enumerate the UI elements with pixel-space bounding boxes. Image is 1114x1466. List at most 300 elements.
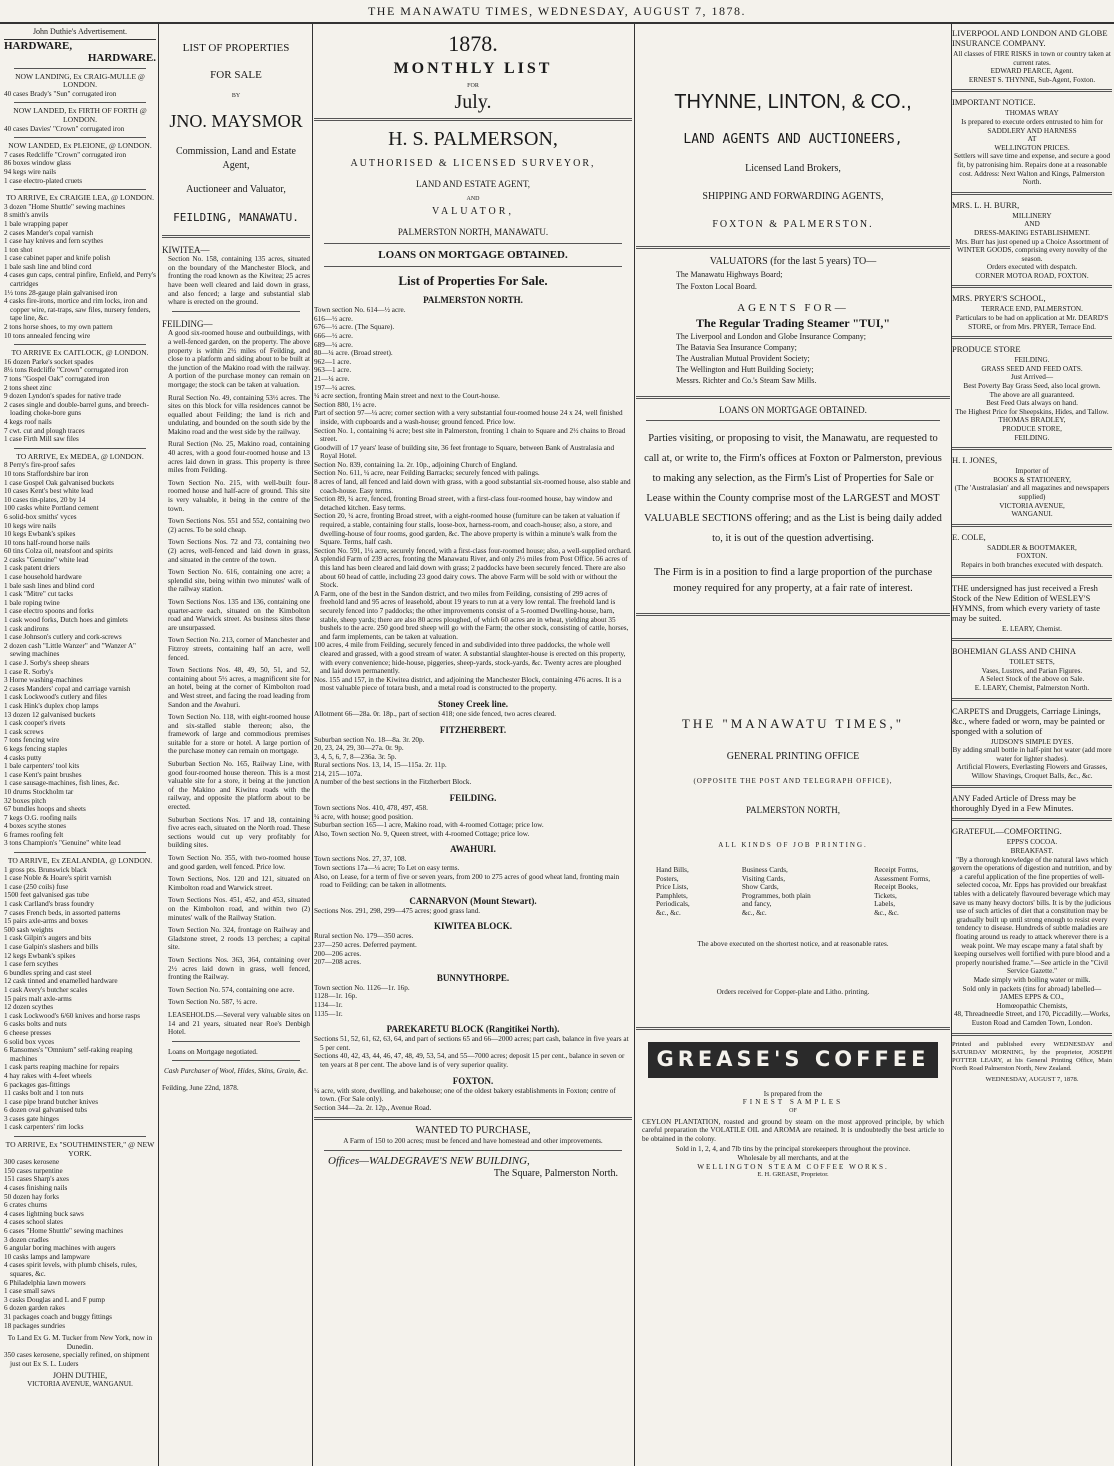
small-advert-line: FEILDING.	[1014, 356, 1050, 365]
shipment-item: 1 gross pts. Brunswick black	[4, 865, 87, 874]
shipment-item: 1 cask Gilpin's augers and bits	[4, 934, 92, 943]
shipment-item: 150 cases turpentine	[4, 1166, 63, 1175]
small-advert-line: AND	[1024, 220, 1040, 229]
divider	[952, 89, 1112, 92]
small-advert-heading: MRS. PRYER'S SCHOOL,	[952, 293, 1046, 304]
small-advert-heading: ANY Faded Article of Dress may be thoroughly Dyed in a Few Minutes.	[952, 793, 1076, 814]
shipment-item: 6 Philadelphia lawn mowers	[4, 1278, 86, 1287]
shipment-item: 1 cask Hink's duplex chop lamps	[4, 701, 99, 710]
hardware-title: HARDWARE,	[4, 39, 73, 52]
property-group-heading: PALMERSTON NORTH.	[423, 295, 523, 306]
surveyor-title: AUTHORISED & LICENSED SURVEYOR,	[350, 157, 596, 169]
job-type-item: Receipt Forms,	[874, 866, 918, 874]
small-advert-line: Sold only in packets (tins for abroad) labelled—	[962, 984, 1102, 993]
job-type-item: Tickets,	[874, 891, 897, 900]
property-group-heading: PAREKARETU BLOCK (Rangitikei North).	[386, 1024, 560, 1035]
small-advert-line: Particulars to be had on application at Mr. DEARD'S STORE, or from Mrs. PRYER, Terrace End.	[955, 314, 1109, 331]
tui-heading: The Regular Trading Steamer "TUI,"	[695, 316, 891, 330]
property-item: Town Section No. 324, frontage on Railway and Gladstone street, 2 roods 13 perches; a capital site.	[168, 926, 310, 952]
shipment-heading: TO ARRIVE Ex CAITLOCK, @ LONDON.	[11, 348, 149, 358]
small-advert-line: FEILDING.	[1014, 433, 1050, 442]
divider	[636, 613, 950, 616]
property-line: 8 acres of land, all fenced and laid down with grass, with a good substantial six-roomed house, also stable and coach-house. Easy terms.	[314, 478, 631, 495]
property-line: 3, 4, 5, 6, 7, 8—236a. 3r. 5p.	[314, 752, 397, 761]
column-small-adverts	[952, 28, 1112, 1464]
shipment-item: 300 cases kerosene	[4, 1158, 60, 1167]
shipment-item: 6 frames roofing felt	[4, 830, 64, 839]
divider	[952, 336, 1112, 339]
property-line: Town sections Nos. 27, 37, 108.	[314, 855, 407, 864]
property-item: Town Sections Nos. 551 and 552, containing two (2) acres. To be sold cheap.	[168, 517, 310, 534]
shipment-item: 1 cask Lockwood's 6/60 knives and horse rasps	[4, 1011, 141, 1020]
agent-description-2: Auctioneer and Valuator,	[186, 183, 286, 195]
loans-heading: LOANS ON MORTGAGE OBTAINED.	[719, 405, 867, 415]
property-item: Suburban Section No. 165, Railway Line, with good four-roomed house thereon. This is a most valuable site for a store, it being at the junction of the Makino and Kiwitea roads with the railway, and opposite the platform about to be erected.	[168, 760, 310, 812]
job-types-column	[656, 866, 690, 918]
small-advert-line: DRESS-MAKING ESTABLISHMENT.	[974, 228, 1090, 237]
property-line: Suburban section No. 18—8a. 3r. 20p.	[314, 735, 425, 744]
small-advert-heading: THE undersigned has just received a Fresh Stock of the New Edition of WESLEY'S HYMNS, from which every variety of taste may be suited.	[952, 582, 1101, 623]
property-item: Town Sections Nos. 72 and 73, containing two (2) acres, well-fenced and laid down in grass, and situated in the centre of the town.	[168, 538, 310, 564]
shipment-item: 1 cask Carlland's brass foundry	[4, 900, 94, 909]
shipment-item: 6 crates churns	[4, 1201, 48, 1210]
small-advert-line: BREAKFAST.	[1010, 847, 1054, 856]
property-line: 962—1 acre.	[314, 357, 352, 366]
shipment-item: 1 case Kent's paint brushes	[4, 770, 82, 779]
job-type-item: &c., &c.	[741, 908, 767, 917]
shipment-item: 10 casks lamps and lampware	[4, 1252, 90, 1261]
property-line: Also, on Lease, for a term of five or seven years, from 200 to 275 acres of good wheat land, fronting main road to Feilding; can be taken in allotments.	[314, 872, 620, 890]
property-line: 676—½ acre. (The Square).	[314, 323, 395, 332]
small-advert-line: Made simply with boiling water or milk.	[973, 975, 1091, 984]
property-line: 616—½ acre.	[314, 314, 353, 323]
small-advert-heading: H. I. JONES,	[952, 455, 998, 466]
job-type-item: Price Lists,	[656, 883, 689, 892]
shipment-heading: TO ARRIVE, Ex ZEALANDIA, @ LONDON.	[7, 856, 153, 866]
divider	[314, 118, 632, 121]
shipment-item: 1 case cabinet paper and knife polish	[4, 254, 111, 263]
property-line: Goodwill of 17 years' lease of building site, 36 feet frontage to Square, between Bank of Australasia and Royal Hotel.	[314, 443, 615, 461]
divider	[952, 575, 1112, 578]
shipment-item: 3 cases gate hinges	[4, 1114, 59, 1123]
small-advert-line: E. LEARY, Chemist, Palmerston North.	[974, 683, 1090, 692]
small-advert-heading: IMPORTANT NOTICE.	[952, 97, 1036, 108]
shipment-item: 8 smith's anvils	[4, 211, 49, 220]
divider	[324, 1150, 622, 1151]
divider	[162, 235, 310, 238]
property-line: 80—¼ acre. (Broad street).	[314, 349, 393, 358]
small-advert-heading: GRATEFUL—COMFORTING.	[952, 826, 1062, 837]
shipment-item: 2 tons sheet zinc	[4, 383, 52, 392]
shipment-item: 9 dozen Lyndon's spades for native trade	[4, 392, 122, 401]
property-list	[162, 329, 310, 1036]
coffee-text: FINEST SAMPLES	[742, 1098, 844, 1107]
shipment-item: 8 Perry's fire-proof safes	[4, 461, 75, 470]
divider	[14, 344, 146, 345]
small-advert-line: By adding small bottle in half-pint hot water (add more water for lighter shades).	[952, 746, 1112, 763]
valuators-heading: VALUATORS (for the last 5 years) TO—	[709, 256, 877, 267]
coffee-sold-text: Sold in 1, 2, 4, and 7lb tins by the principal storekeepers throughout the province.	[675, 1145, 911, 1154]
job-types	[656, 866, 930, 918]
property-line: Town sections 17a—¼ acre; To Let on easy terms.	[314, 864, 460, 873]
divider	[172, 1060, 300, 1061]
job-types-column	[742, 866, 822, 918]
signature-name: JOHN DUTHIE,	[52, 1370, 108, 1380]
shipment-item: 2 cases Mander's copal varnish	[4, 228, 94, 237]
divider	[952, 698, 1112, 701]
shipment-heading: NOW LANDING, Ex CRAIG-MULLE @ LONDON.	[15, 71, 145, 90]
square-line: The Square, Palmerston North.	[493, 1167, 618, 1179]
property-item: A good six-roomed house and outbuildings, with a well-fenced garden, on the property. The above property is within 2½ miles of Feilding, and close to a platform and siding about to be built at the junction of the Makino road with the railway. A portion of the purchase money can remain on mortgage; the stock can be taken at valuation.	[168, 329, 310, 389]
shipment-item: 6 bundles spring and cast steel	[4, 968, 92, 977]
shipment-item: 1 case Gospel Oak galvanised buckets	[4, 478, 114, 487]
shipment-heading: NOW LANDED, Ex FIRTH OF FORTH @ LONDON.	[13, 106, 147, 124]
shipment-item: 6 solid box vyces	[4, 1037, 55, 1046]
shipment-item: 1 case sausage-machines, fish lines, &c.	[4, 779, 120, 788]
surveyor-location: PALMERSTON NORTH, MANAWATU.	[397, 227, 549, 238]
shipment-item: 1½ tons 28-gauge plain galvanised iron	[4, 288, 118, 297]
shipment-item: 4 casks putty	[4, 753, 42, 762]
small-advert-line: ERNEST S. THYNNE, Sub-Agent, Foxton.	[968, 75, 1096, 84]
list-of-properties-heading: List of Properties For Sale.	[398, 273, 548, 289]
job-type-item: Hand Bills,	[656, 866, 689, 874]
property-line: Section 880, 1½ acre.	[314, 400, 377, 409]
property-line: Section No. 611, ¼ acre, near Feilding Barracks; securely fenced with palings.	[314, 469, 540, 478]
small-advert-line: CORNER MOTOA ROAD, FOXTON.	[975, 271, 1089, 280]
shipment-item: 32 boxes pitch	[4, 796, 46, 805]
property-line: 1134—1r.	[314, 1000, 343, 1009]
small-advert-line: 48, Threadneedle Street, and 170, Piccadilly.—Works, Euston Road and Camden Town, London.	[953, 1010, 1111, 1027]
masthead: THE MANAWATU TIMES, WEDNESDAY, AUGUST 7, 1878.	[367, 4, 747, 18]
property-item: Town Sections Nos. 451, 452, and 453, situated on the Kimbolton road, and within two (2) minutes' walk of the Railway Station.	[168, 896, 310, 922]
small-advert-heading: E. COLE,	[952, 531, 986, 542]
shipment-item: 1 cask andirons	[4, 624, 49, 633]
property-line: A splendid Farm of 239 acres, fronting the Manawatu River, and only 2½ miles from Post Office. 56 acres of this land has been cleared and laid down with grass; 2 paddocks have been securely fenced. There are also about 60 head of cattle, including 23 good dairy cows. The above Farm will be sold with or without the Stock.	[314, 555, 628, 590]
surveyor-name: H. S. PALMERSON,	[388, 127, 558, 150]
small-advert-line: JAMES EPPS & CO.,	[1000, 993, 1064, 1002]
shipment-item: 11 casks bolt and 1 ton nuts	[4, 1089, 84, 1098]
property-item: Town Section No. 215, with well-built four-roomed house and half-acre of ground. This site is very valuable, it being in the centre of the town.	[168, 478, 310, 513]
shipment-item: 7 tons "Gospel Oak" corrugated iron	[4, 375, 110, 383]
shipment-item: 1 cask Lockwood's cutlery and files	[4, 693, 107, 702]
property-group-heading: KIWITEA BLOCK.	[433, 921, 513, 932]
shipment-item: 6 cheese presses	[4, 1028, 52, 1037]
shipment-item: 94 kegs wire nails	[4, 167, 57, 176]
agencies-list	[676, 331, 950, 386]
shipment-item: 4 boxes scythe stones	[4, 822, 67, 831]
property-line: 1128—1r. 16p.	[314, 992, 358, 1001]
shipment-item: 1 bale sash lines and blind cord	[4, 581, 95, 590]
property-line: 21—¼ acre.	[314, 374, 350, 383]
shipment-item: 1 case electro-plated cruets	[4, 176, 83, 185]
agency-item: Messrs. Richter and Co.'s Steam Saw Mills.	[676, 376, 817, 385]
property-line: 689—¼ acre.	[314, 340, 353, 349]
shipment-item: 4 casks fire-irons, mortice and rim locks, iron and copper wire, rat-traps, saw files, nursery fenders, tape line, &c.	[4, 297, 151, 323]
agent-description: Commission, Land and Estate Agent,	[176, 145, 296, 171]
job-type-item: Assessment Forms,	[874, 874, 930, 883]
divider	[14, 1136, 146, 1137]
small-advert-line: VICTORIA AVENUE,	[999, 501, 1065, 510]
property-group-heading: Stoney Creek line.	[437, 698, 509, 709]
small-advert-heading: MRS. L. H. BURR,	[952, 199, 1020, 210]
small-advert-line: (The 'Australasian' and all magazines and newspapers supplied)	[954, 484, 1110, 501]
grease-coffee-logo: GREASE'S COFFEE	[648, 1042, 938, 1078]
property-item: Suburban Sections Nos. 17 and 18, containing five acres each, situated on the North road. These sections would cut up very profitably for building sites.	[168, 815, 310, 850]
offices-line: Offices—WALDEGRAVE'S NEW BUILDING,	[328, 1154, 530, 1167]
shipment-item: 4 cases gun caps, central pinfire, Enfield, and Perry's cartridges	[4, 271, 156, 289]
shipment-item: 1 case (250 coils) fuse	[4, 882, 69, 891]
property-group-heading: FOXTON.	[452, 1075, 494, 1086]
property-line: Also, Town section No. 9, Queen street, with 4-roomed Cottage; price low.	[314, 829, 530, 838]
imprint-date: WEDNESDAY, AUGUST 7, 1878.	[985, 1075, 1079, 1083]
valuators-list	[676, 269, 950, 293]
divider	[172, 1041, 300, 1042]
divider	[14, 852, 146, 853]
firm-location: FOXTON & PALMERSTON.	[712, 219, 874, 230]
signature-address: VICTORIA AVENUE, WANGANUI.	[27, 1380, 133, 1389]
agent-location: FEILDING, MANAWATU.	[173, 210, 299, 224]
small-advert-line: AT	[1027, 135, 1037, 144]
shipment-item: 2 casks "Genuine" white lead	[4, 555, 89, 564]
property-line: 100 acres, 4 mile from Feilding, securely fenced in and subdivided into three paddocks, the whole well cleared and grassed, with a good stream of water. A substantial slaughter-house is erected on this property, with every convenience; hide-house, piggeries, sheep-yards, stock-yards, &c. Twenty acres are ploughed and laid down permanently.	[314, 641, 626, 676]
property-item: Town Section No. 574, containing one acre.	[168, 985, 295, 994]
property-line: A number of the best sections in the Fitzherbert Block.	[314, 778, 472, 787]
shipment-item: 1 cask "Mitre" cut tacks	[4, 590, 73, 599]
gpo-address: (OPPOSITE THE POST AND TELEGRAPH OFFICE),	[693, 777, 893, 785]
shipment-item: 1 cask carpenters' rim locks	[4, 1123, 84, 1132]
small-advert-line: A Select Stock of the above on Sale.	[979, 675, 1085, 684]
by-label: BY	[231, 93, 241, 99]
shipment-item: 1 case fern scythes	[4, 960, 59, 969]
column-hardware-advert	[4, 28, 156, 1464]
property-item: Rural Section (No. 25, Makino road, containing 40 acres, with a good four-roomed house and 13 acres laid down in grass. This property is three miles from Feilding.	[168, 440, 310, 475]
shipment-item: 10 tons Staffordshire bar iron	[4, 469, 89, 478]
column-divider	[158, 24, 159, 1466]
shipment-item: 7 cwt. cut and plough traces	[4, 426, 85, 435]
small-advert-line: EDWARD PEARCE, Agent.	[990, 67, 1074, 76]
footer-text: To Land Ex G. M. Tucker from New York, now in Dunedin.	[7, 1334, 153, 1351]
monthly-list-heading: MONTHLY LIST	[393, 60, 553, 77]
divider	[952, 818, 1112, 821]
shipment-item: 10 cases tin-plates, 20 by 14	[4, 495, 86, 504]
divider	[14, 137, 146, 138]
divider	[14, 68, 146, 69]
small-advert-heading: CARPETS and Druggets, Carriage Linings, &c., where faded or worn, may be painted or sponged with a solution of	[952, 705, 1105, 736]
shipment-item: 7 cases Redcliffe "Crown" corrugated iron	[4, 150, 127, 159]
shipment-item: 10 kegs Ewbank's spikes	[4, 530, 76, 539]
small-advert-line: TERRACE END, PALMERSTON.	[981, 305, 1083, 314]
small-advert-line: FOXTON.	[1016, 552, 1048, 561]
shipment-item: 1 bale roping twine	[4, 598, 60, 607]
shipment-item: 6 casks bolts and nuts	[4, 1020, 67, 1029]
job-type-item: Receipt Books,	[874, 883, 918, 892]
shipment-item: 100 casks white Portland cement	[4, 504, 99, 513]
shipment-item: 40 cases Brady's "Sun" corrugated iron	[4, 89, 117, 98]
divider	[952, 1033, 1112, 1036]
job-type-item: Visiting Cards,	[741, 874, 785, 883]
property-line: 1135—1r.	[314, 1009, 343, 1018]
property-line: Sections 51, 52, 61, 62, 63, 64, and part of sections 65 and 66—2000 acres; part cash, balance in five years at 5 per cent.	[314, 1035, 629, 1052]
shipment-item: 1 cask parts reaping machine for repairs	[4, 1063, 119, 1072]
shipment-item: 1 cask screws	[4, 727, 44, 736]
property-group-heading: BUNNYTHORPE.	[436, 972, 510, 983]
job-type-item: Business Cards,	[741, 866, 788, 874]
shipment-item: 16 dozen Parke's socket spades	[4, 357, 94, 366]
property-line: Section No. 591, 1¼ acre, securely fenced, with a first-class four-roomed house; also, a well-supplied orchard.	[314, 546, 632, 555]
shipment-item: 1 cask Avery's butcher scales	[4, 985, 88, 994]
small-advert-line: Orders executed with despatch.	[986, 263, 1078, 272]
divider	[952, 192, 1112, 195]
year-heading: 1878.	[448, 31, 498, 56]
property-item: Town Section No. 616, containing one acre; a splendid site, being within two minutes' walk of the railway station.	[168, 568, 310, 594]
shipment-item: 4 kegs roof nails	[4, 417, 52, 426]
property-line: 200—206 acres.	[314, 949, 362, 958]
divider	[14, 102, 146, 103]
property-line: Allotment 66—28a. 0r. 18p., part of section 418; one side fenced, two acres cleared.	[314, 709, 557, 718]
property-line: Town section No. 1126—1r. 16p.	[314, 983, 410, 992]
property-line: Rural sections Nos. 13, 14, 15—115a. 2r. 11p.	[314, 761, 447, 770]
shipment-item: 2 cases Manders' copal and carriage varnish	[4, 684, 131, 693]
small-advert-line: WANGANUI.	[1011, 510, 1053, 519]
for-label: FOR	[467, 83, 479, 89]
loans-text: Loans on Mortgage negotiated.	[168, 1047, 258, 1056]
coffee-wholesale-text: Wholesale by all merchants, and at the	[737, 1153, 849, 1162]
small-advert-line: THOMAS BRADLEY,	[998, 416, 1066, 425]
shipment-item: 12 cask tinned and enamelled hardware	[4, 977, 118, 986]
property-line: Rural section No. 179—350 acres.	[314, 932, 414, 941]
shipment-item: 6 Ransomes's "Omnium" self-raking reaping machines	[4, 1046, 133, 1063]
small-advert-line: TOILET SETS,	[1009, 658, 1055, 667]
property-line: 237—250 acres. Deferred payment.	[314, 941, 417, 949]
small-advert-line: Settlers will save time and expense, and secure a good fit, by patronising him. Repairs done at a reasonable cost. Address: Next Walton and Kings, Palmerston North.	[953, 152, 1111, 187]
small-advert-line: THOMAS WRAY	[1005, 109, 1059, 118]
shipment-item: 12 dozen scythes	[4, 1003, 54, 1012]
shipment-item: 67 bundles hoops and sheets	[4, 805, 86, 814]
column-divider	[634, 24, 635, 1466]
shipment-item: 10 tons half-round horse nails	[4, 538, 90, 547]
divider	[952, 285, 1112, 288]
job-type-item: &c., &c.	[656, 908, 681, 917]
property-line: Section 89, ¼ acre, fenced, fronting Broad street, with a first-class four-roomed house, bay window and detached kitchen. Easy terms.	[314, 495, 613, 512]
job-type-item: Periodicals,	[656, 900, 690, 909]
kiwitea-text: Section No. 158, containing 135 acres, situated on the boundary of the Manchester Block, and fronting the road known as the Kiwitea; 25 acres have been well cleared and laid down in grass, and also fenced; a large and substantial slab whare is erected on the ground.	[168, 255, 310, 307]
firm-brokers: Licensed Land Brokers,	[745, 163, 841, 174]
property-line: Suburban section 165—1 acre, Makino road, with 4-roomed Cottage; price low.	[314, 821, 544, 830]
shipment-item: 1 cask patent driers	[4, 564, 60, 573]
shipment-heading: TO ARRIVE, Ex MEDEA, @ LONDON.	[16, 451, 144, 461]
divider	[952, 785, 1112, 788]
small-advert-line: JUDSON'S SIMPLE DYES.	[990, 737, 1074, 746]
property-line: Town sections Nos. 410, 478, 497, 458.	[314, 804, 428, 813]
coffee-text: Is prepared from the	[763, 1089, 823, 1098]
shipment-item: 60 tins Colza oil, neatsfoot and spirits	[4, 547, 113, 556]
property-item: Town Section No. 213, corner of Manchester and Fitzroy streets, containing half an acre, well fenced.	[168, 636, 310, 662]
small-advert-list	[952, 28, 1112, 1028]
shipment-item: 3 tons Champion's "Genuine" white lead	[4, 839, 121, 848]
property-line: 207—208 acres.	[314, 958, 362, 967]
divider	[314, 1117, 632, 1120]
times-heading: THE "MANAWATU TIMES,"	[681, 716, 905, 731]
shipment-item: 10 cases Kent's best white lead	[4, 487, 93, 496]
small-advert-line: PRODUCE STORE,	[1002, 425, 1062, 433]
small-advert-line: Just Arrived—	[1010, 373, 1054, 382]
shipment-item: 15 pairs axle-arms and boxes	[4, 917, 88, 926]
footer-text: 350 cases kerosene, specially refined, on shipment just out Ex S. L. Luders	[4, 1351, 150, 1368]
column-palmerson	[314, 28, 632, 1464]
shipment-item: 6 solid-box smiths' vyces	[4, 512, 77, 521]
job-type-item: Pamphlets,	[656, 891, 688, 900]
small-advert-heading: PRODUCE STORE	[952, 344, 1021, 355]
coffee-proprietor: E. H. GREASE, Proprietor.	[757, 1171, 829, 1179]
shipment-item: 2 dozen cash "Little Wanzer" and "Wanzer A" sewing machines	[4, 641, 136, 659]
small-advert-line: Best Poverty Bay Grass Seed, also local grown.	[963, 382, 1101, 391]
property-item: Town Sections Nos. 135 and 136, containing one quarter-acre each, situated on the Kimbolton road and Warwick street. As business sites these are unsurpassed.	[168, 597, 310, 632]
agency-item: The Australian Mutual Provident Society;	[676, 354, 810, 363]
agency-item: The Wellington and Hutt Building Society;	[676, 365, 814, 374]
small-advert-line: GRASS SEED AND FEED OATS.	[981, 364, 1083, 373]
shipment-item: 4 cases finishing nails	[4, 1184, 68, 1193]
shipment-item: 2 tons horse shoes, to my own pattern	[4, 323, 113, 332]
firm-subtitle: LAND AGENTS AND AUCTIONEERS,	[683, 132, 903, 147]
small-advert-line: Importer of	[1015, 467, 1049, 476]
loans-heading: LOANS ON MORTGAGE OBTAINED.	[378, 249, 568, 262]
property-line: Section 20, ¼ acre, fronting Broad street, with a eight-roomed house (furniture can be taken at valuation if required, a stable, containing four stalls, loose-box, harness-room, and coach-house; also, a store, and dwelling-house of four rooms, good garden, &c. The above property is within a minute's walk from the Square. Terms, half cash.	[314, 512, 620, 547]
property-line: Section No. 1, containing ¼ acre; best site in Palmerston, fronting 1 chain to Square and 2½ chains to Broad street.	[314, 426, 626, 444]
dateline: Feilding, June 22nd, 1878.	[162, 1083, 239, 1092]
small-advert-line: Is prepared to execute orders entrusted to him for	[961, 117, 1103, 126]
wanted-text: A Farm of 150 to 200 acres; must be fenced and have homestead and other improvements.	[343, 1137, 603, 1146]
property-item: Town Sections Nos. 48, 49, 50, 51, and 52, containing about 5½ acres, a magnificent site for an hotel, being at the corner of Kimbolton road and West street, and facing the road leading from Sandon and the Awahuri.	[168, 666, 310, 709]
feilding-heading: FEILDING—	[162, 318, 213, 329]
agency-item: The Liverpool and London and Globe Insurance Company;	[676, 332, 866, 341]
shipment-item: 31 packages coach and buggy fittings	[4, 1312, 112, 1321]
list-title: LIST OF PROPERTIES	[182, 42, 290, 54]
kiwitea-heading: KIWITEA—	[162, 244, 210, 255]
imprint-text: Printed and published every WEDNESDAY and SATURDAY MORNING, by the proprietor, JOSEPH POTTER LEARY, at his General Printing Office, Main North Road Palmerston North, New Zealand.	[952, 1040, 1112, 1072]
shipment-item: 18 packages sundries	[4, 1321, 66, 1330]
shipment-item: 10 kegs wire nails	[4, 521, 57, 530]
shipment-item: 4 cases school slates	[4, 1218, 63, 1227]
shipment-item: 1500 feet galvanised gas tube	[4, 891, 90, 900]
valuator-item: The Manawatu Highways Board;	[676, 270, 783, 279]
job-type-item: Labels,	[874, 900, 896, 909]
job-type-item: Programmes, both plain and fancy,	[741, 891, 811, 909]
small-advert-line: Best Feed Oats always on hand.	[986, 399, 1078, 408]
agent-name: JNO. MAYSMOR	[169, 110, 303, 131]
shipment-item: 7 cases French beds, in assorted patterns	[4, 908, 121, 917]
divider	[952, 638, 1112, 641]
shipment-item: 1 cask wood forks, Dutch hoes and gimlets	[4, 616, 128, 625]
shipment-item: 1 case hay knives and fern scythes	[4, 237, 103, 246]
masthead-rule	[0, 22, 1114, 24]
property-line: 197—¼ acres.	[314, 383, 356, 392]
divider	[14, 189, 146, 190]
shipment-heading: TO ARRIVE, Ex "SOUTHMINSTER," @ NEW YORK.	[5, 1140, 155, 1158]
divider	[636, 396, 950, 399]
shipment-item: 4 hay rakes with 4-feet wheels	[4, 1071, 92, 1080]
small-advert-line: All classes of FIRE RISKS in town or country taken at current rates.	[953, 50, 1111, 67]
shipment-item: 2 cases single and double-barrel guns, and breech-loading choke-bore guns	[4, 400, 149, 418]
property-line: 963—1 acre.	[314, 366, 352, 375]
valuator-item: The Foxton Local Board.	[676, 282, 757, 291]
small-advert-line: MILLINERY	[1012, 211, 1052, 220]
job-types-column	[874, 866, 930, 918]
property-line: ¼ acre section, fronting Main street and next to the Court-house.	[314, 392, 500, 401]
small-advert-line: E. LEARY, Chemist.	[1002, 624, 1062, 633]
small-advert-line: WELLINGTON PRICES.	[994, 143, 1070, 152]
shipment-item: 1 case household hardware	[4, 573, 82, 582]
property-line: Part of section 97—¼ acre; corner section with a very substantial four-roomed house 24 x 24, well finished inside, with cupboards and a wash-house; ground fenced. Price low.	[314, 409, 623, 426]
